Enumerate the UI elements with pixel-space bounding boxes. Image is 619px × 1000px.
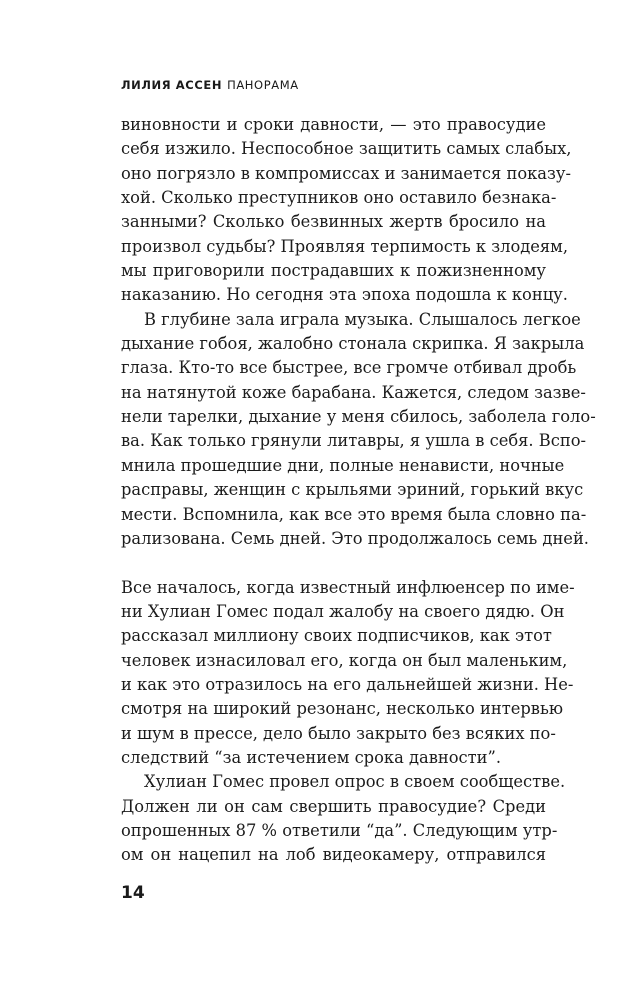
text-line: наказанию. Но сегодня эта эпоха подошла к концу. (121, 285, 568, 305)
paragraph (121, 576, 575, 771)
text-line: Все началось, когда известный инфлюенсер по име- (121, 577, 575, 597)
paragraph (121, 770, 566, 867)
text-line: В глубине зала играла музыка. Слышалось легкое (144, 309, 581, 329)
text-line: мы приговорили пострадавших к пожизненному (121, 261, 546, 281)
header-book-title: ПАНОРАМА (227, 78, 299, 92)
text-line: Должен ли он сам свершить правосудие? Среди (121, 796, 546, 816)
text-line: опрошенных 87 % ответили “да”. Следующим утр- (121, 820, 558, 840)
text-line: оно погрязло в компромиссах и занимается показу- (121, 163, 571, 183)
text-line: рализована. Семь дней. Это продолжалось семь дней. (121, 528, 589, 548)
text-line: мести. Вспомнила, как все это время была словно па- (121, 504, 587, 524)
page-number: 14 (121, 883, 145, 903)
text-line: ва. Как только грянули литавры, я ушла в себя. Вспо- (121, 431, 587, 451)
text-line: виновности и сроки давности, — это правосудие (121, 115, 546, 134)
text-line: следствий “за истечением срока давности”. (121, 747, 501, 767)
text-line: ни Хулиан Гомес подал жалобу на своего дядю. Он (121, 601, 565, 621)
paragraph (121, 308, 596, 551)
body-text (121, 113, 596, 868)
section-break (121, 551, 546, 575)
text-line: смотря на широкий резонанс, несколько интервью (121, 699, 563, 719)
text-line: хой. Сколько преступников оно оставило безнака- (121, 188, 557, 208)
text-line: себя изжило. Неспособное защитить самых слабых, (121, 139, 572, 159)
header-author: ЛИЛИЯ АССЕН (121, 78, 223, 92)
text-line: человек изнасиловал его, когда он был маленьким, (121, 650, 568, 670)
text-line: глаза. Кто-то все быстрее, все громче отбивал дробь (121, 358, 577, 378)
running-header (121, 78, 299, 92)
text-line: расправы, женщин с крыльями эриний, горький вкус (121, 480, 584, 500)
text-line: мнила прошедшие дни, полные ненависти, ночные (121, 455, 565, 475)
text-line: ом он нацепил на лоб видеокамеру, отправился (121, 845, 546, 865)
text-line: нели тарелки, дыхание у меня сбилось, заболела голо- (121, 407, 596, 427)
text-line: и как это отразилось на его дальнейшей жизни. Не- (121, 674, 574, 694)
text-line: и шум в прессе, дело было закрыто без всяких по- (121, 723, 556, 743)
text-line: занными? Сколько безвинных жертв бросило на (121, 212, 546, 232)
text-line: произвол судьбы? Проявляя терпимость к злодеям, (121, 236, 569, 256)
text-line: на натянутой коже барабана. Кажется, следом зазве- (121, 382, 586, 402)
text-line: дыхание гобоя, жалобно стонала скрипка. Я закрыла (121, 334, 585, 354)
text-line: Хулиан Гомес провел опрос в своем сообществе. (144, 772, 566, 792)
paragraph (121, 113, 572, 308)
text-line: рассказал миллиону своих подписчиков, как этот (121, 626, 552, 646)
